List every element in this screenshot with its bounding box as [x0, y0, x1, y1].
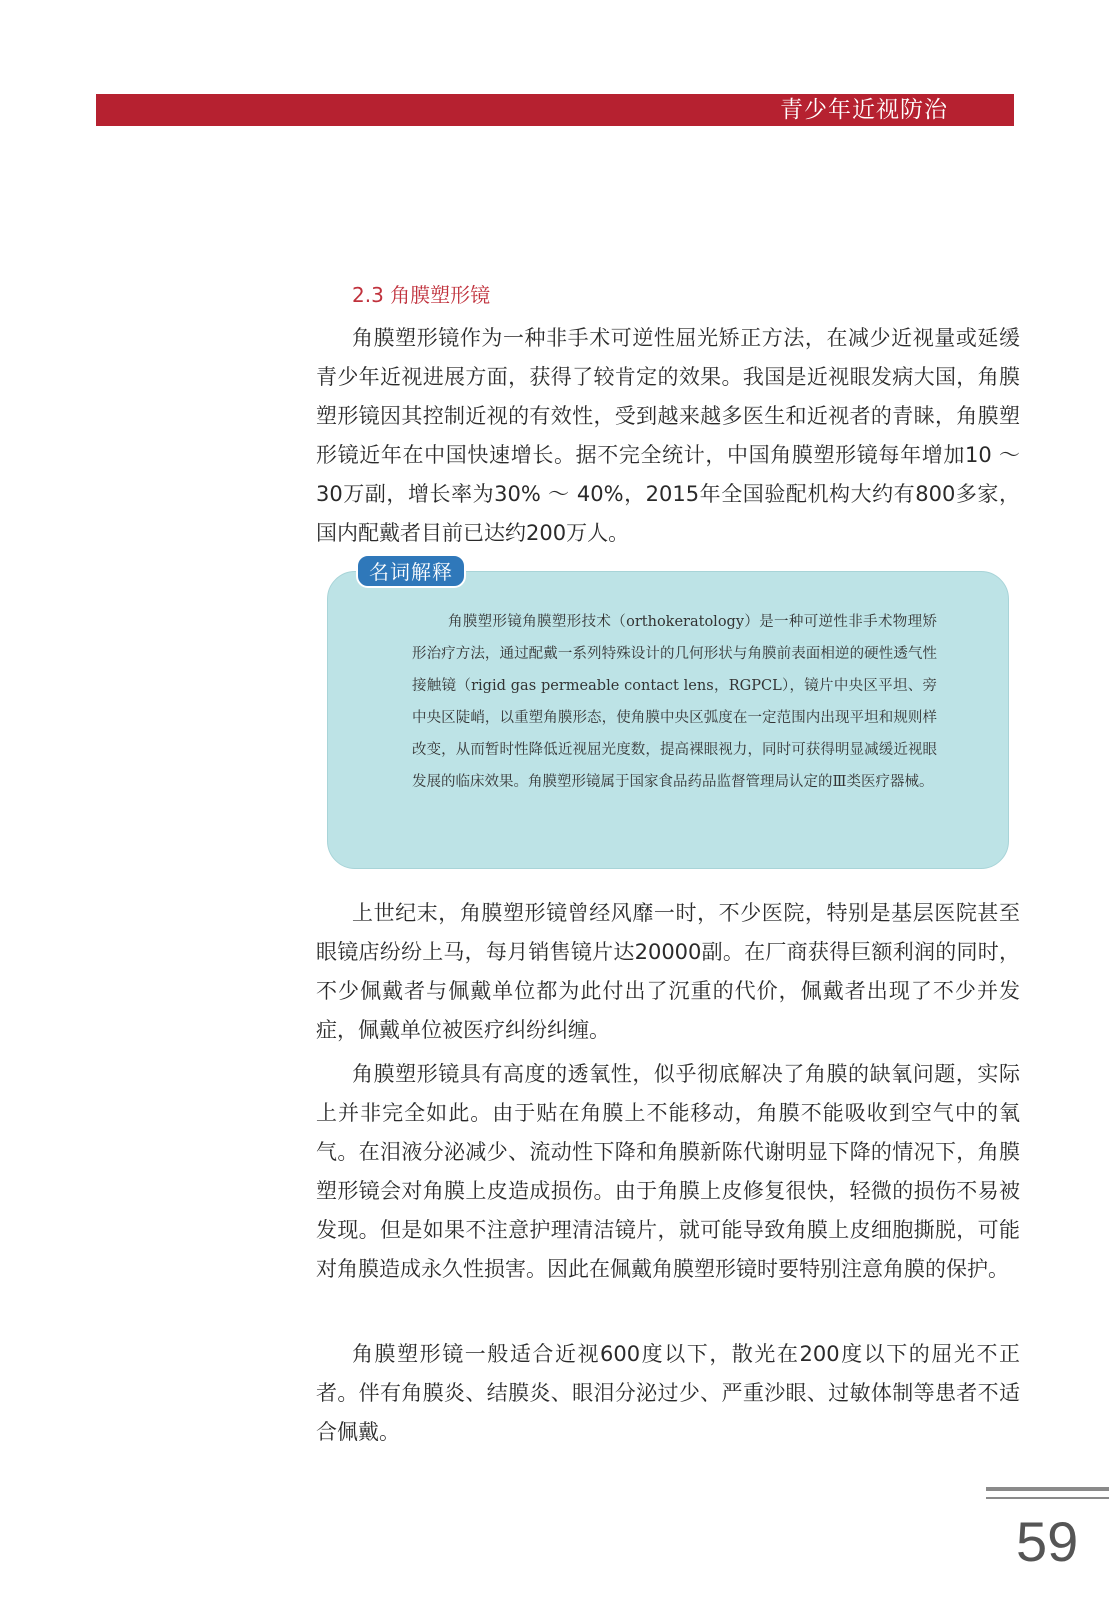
header-title: 青少年近视防治	[780, 97, 948, 123]
glossary-text: 角膜塑形镜角膜塑形技术（orthokeratology）是一种可逆性非手术物理矫形治疗方法，通过配戴一系列特殊设计的几何形状与角膜前表面相逆的硬性透气性接触镜（rigid gas permeable contact lens，RGPCL），镜片中央区平坦、旁中央区陡峭，以重塑角膜形态，使角膜中央区弧度在一定范围内出现平坦和规则样改变，从而暂时性降低近视屈光度数，提高裸眼视力，同时可获得明显减缓近视眼发展的临床效果。角膜塑形镜属于国家食品药品监督管理局认定的Ⅲ类医疗器械。	[412, 614, 937, 790]
page-number: 59	[1016, 1510, 1079, 1573]
footer-rule-thin	[986, 1497, 1109, 1499]
section-heading: 2.3 角膜塑形镜	[352, 283, 491, 307]
glossary-label: 名词解释	[356, 554, 466, 588]
body-paragraph-3: 角膜塑形镜具有高度的透氧性，似乎彻底解决了角膜的缺氧问题，实际上并非完全如此。由于贴在角膜上不能移动，角膜不能吸收到空气中的氧气。在泪液分泌减少、流动性下降和角膜新陈代谢明显下降的情况下，角膜塑形镜会对角膜上皮造成损伤。由于角膜上皮修复很快，轻微的损伤不易被发现。但是如果不注意护理清洁镜片，就可能导致角膜上皮细胞撕脱，可能对角膜造成永久性损害。因此在佩戴角膜塑形镜时要特别注意角膜的保护。	[316, 1062, 1020, 1281]
header-bar	[96, 94, 1014, 126]
body-paragraph-2: 上世纪末，角膜塑形镜曾经风靡一时，不少医院，特别是基层医院甚至眼镜店纷纷上马，每月销售镜片达20000副。在厂商获得巨额利润的同时，不少佩戴者与佩戴单位都为此付出了沉重的代价，佩戴者出现了不少并发症，佩戴单位被医疗纠纷纠缠。	[316, 901, 1020, 1042]
body-paragraph-1: 角膜塑形镜作为一种非手术可逆性屈光矫正方法，在减少近视量或延缓青少年近视进展方面，获得了较肯定的效果。我国是近视眼发病大国，角膜塑形镜因其控制近视的有效性，受到越来越多医生和近视者的青睐，角膜塑形镜近年在中国快速增长。据不完全统计，中国角膜塑形镜每年增加10 ～ 30万副，增长率为30% ～ 40%，2015年全国验配机构大约有800多家，国内配戴者目前已达约200万人。	[316, 326, 1020, 545]
body-paragraph-4: 角膜塑形镜一般适合近视600度以下，散光在200度以下的屈光不正者。伴有角膜炎、结膜炎、眼泪分泌过少、严重沙眼、过敏体制等患者不适合佩戴。	[316, 1342, 1020, 1444]
footer-rule-thick	[986, 1487, 1109, 1491]
